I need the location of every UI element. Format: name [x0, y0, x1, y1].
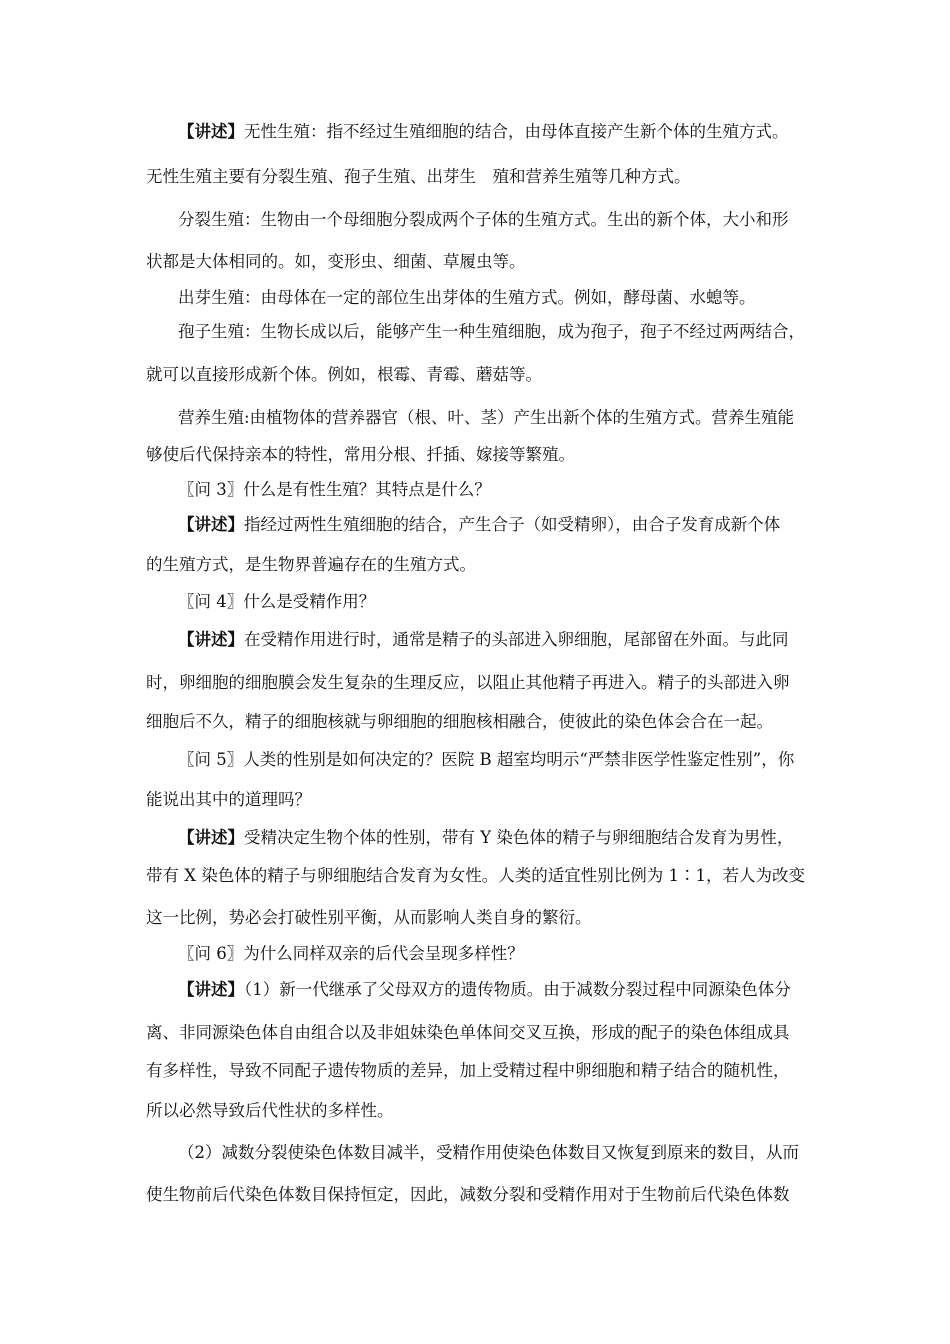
lecture-label: 【讲述】: [178, 515, 244, 534]
line-text: 分裂生殖：生物由一个母细胞分裂成两个子体的生殖方式。生出的新个体，大小和形: [178, 210, 789, 229]
line-text: 时，卵细胞的细胞膜会发生复杂的生理反应，以阻止其他精子再进入。精子的头部进入卵: [146, 673, 790, 692]
text-line: [146, 167, 691, 187]
text-line: [146, 908, 592, 928]
text-line: [146, 712, 773, 732]
line-text: 状都是大体相同的。如，变形虫、细菌、草履虫等。: [146, 252, 526, 271]
text-line: [146, 252, 526, 272]
text-line: [178, 122, 789, 142]
line-text: 带有 X 染色体的精子与卵细胞结合发育为女性。人类的适宜性别比例为 1∶1，若人为改变: [146, 866, 805, 885]
text-line: [178, 408, 794, 428]
line-text: 离、非同源染色体自由组合以及非姐妹染色单体间交叉互换，形成的配子的染色体组成具: [146, 1023, 790, 1042]
text-line: [178, 592, 375, 612]
line-text: 指经过两性生殖细胞的结合，产生合子（如受精卵），由合子发育成新个体: [244, 515, 781, 534]
line-text: 所以必然导致后代性状的多样性。: [146, 1101, 394, 1120]
text-line: [178, 515, 780, 535]
text-line: [146, 866, 805, 886]
line-text: 孢子生殖：生物长成以后，能够产生一种生殖细胞，成为孢子，孢子不经过两两结合，: [178, 322, 805, 341]
line-text: 就可以直接形成新个体。例如，根霉、青霉、蘑菇等。: [146, 365, 542, 384]
line-text: 受精决定生物个体的性别，带有 Y 染色体的精子与卵细胞结合发育为男性，: [244, 828, 794, 847]
line-text: 够使后代保持亲本的特性，常用分根、扦插、嫁接等繁殖。: [146, 445, 575, 464]
line-text: 〖问 6〗为什么同样双亲的后代会呈现多样性？: [178, 944, 524, 963]
lecture-label: 【讲述】: [178, 980, 244, 999]
line-text: （1）新一代继承了父母双方的遗传物质。由于减数分裂过程中同源染色体分: [244, 980, 791, 999]
text-line: [146, 790, 311, 810]
line-text: 使生物前后代染色体数目保持恒定，因此，减数分裂和受精作用对于生物前后代染色体数: [146, 1185, 790, 1204]
line-text: 有多样性，导致不同配子遗传物质的差异，加上受精过程中卵细胞和精子结合的随机性，: [146, 1061, 790, 1080]
text-line: [146, 1061, 790, 1081]
text-line: [178, 828, 793, 848]
line-text: 的生殖方式，是生物界普遍存在的生殖方式。: [146, 555, 476, 574]
text-line: [178, 630, 789, 650]
text-line: [146, 365, 542, 385]
text-line: [178, 980, 791, 1000]
line-text: 在受精作用进行时，通常是精子的头部进入卵细胞，尾部留在外面。与此同: [244, 630, 789, 649]
text-line: [146, 1023, 790, 1043]
line-text: 细胞后不久，精子的细胞核就与卵细胞的细胞核相融合，使彼此的染色体会合在一起。: [146, 712, 773, 731]
line-text: 无性生殖：指不经过生殖细胞的结合，由母体直接产生新个体的生殖方式。: [244, 122, 789, 141]
text-line: [178, 480, 491, 500]
text-line: [178, 750, 794, 770]
text-line: [178, 944, 524, 964]
line-text: 出芽生殖：由母体在一定的部位生出芽体的生殖方式。例如，酵母菌、水螅等。: [178, 288, 756, 307]
lecture-label: 【讲述】: [178, 630, 244, 649]
text-line: [178, 322, 805, 342]
line-text: （2）减数分裂使染色体数目减半，受精作用使染色体数目又恢复到原来的数目，从而: [178, 1143, 799, 1162]
line-text: 能说出其中的道理吗？: [146, 790, 311, 809]
line-text: 〖问 5〗人类的性别是如何决定的？医院 B 超室均明示“严禁非医学性鉴定性别”，你: [178, 750, 795, 769]
text-line: [146, 555, 476, 575]
line-text: 〖问 4〗什么是受精作用？: [178, 592, 376, 611]
text-line: [146, 673, 790, 693]
lecture-label: 【讲述】: [178, 828, 244, 847]
line-text: 无性生殖主要有分裂生殖、孢子生殖、出芽生 殖和营养生殖等几种方式。: [146, 167, 691, 186]
text-line: [178, 1143, 799, 1163]
text-line: [178, 288, 756, 308]
text-line: [178, 210, 789, 230]
lecture-label: 【讲述】: [178, 122, 244, 141]
line-text: 营养生殖:由植物体的营养器官（根、叶、茎）产生出新个体的生殖方式。营养生殖能: [178, 408, 795, 427]
line-text: 〖问 3〗什么是有性生殖？其特点是什么？: [178, 480, 491, 499]
text-line: [146, 1185, 790, 1205]
text-line: [146, 1101, 394, 1121]
text-line: [146, 445, 575, 465]
line-text: 这一比例，势必会打破性别平衡，从而影响人类自身的繁衍。: [146, 908, 592, 927]
